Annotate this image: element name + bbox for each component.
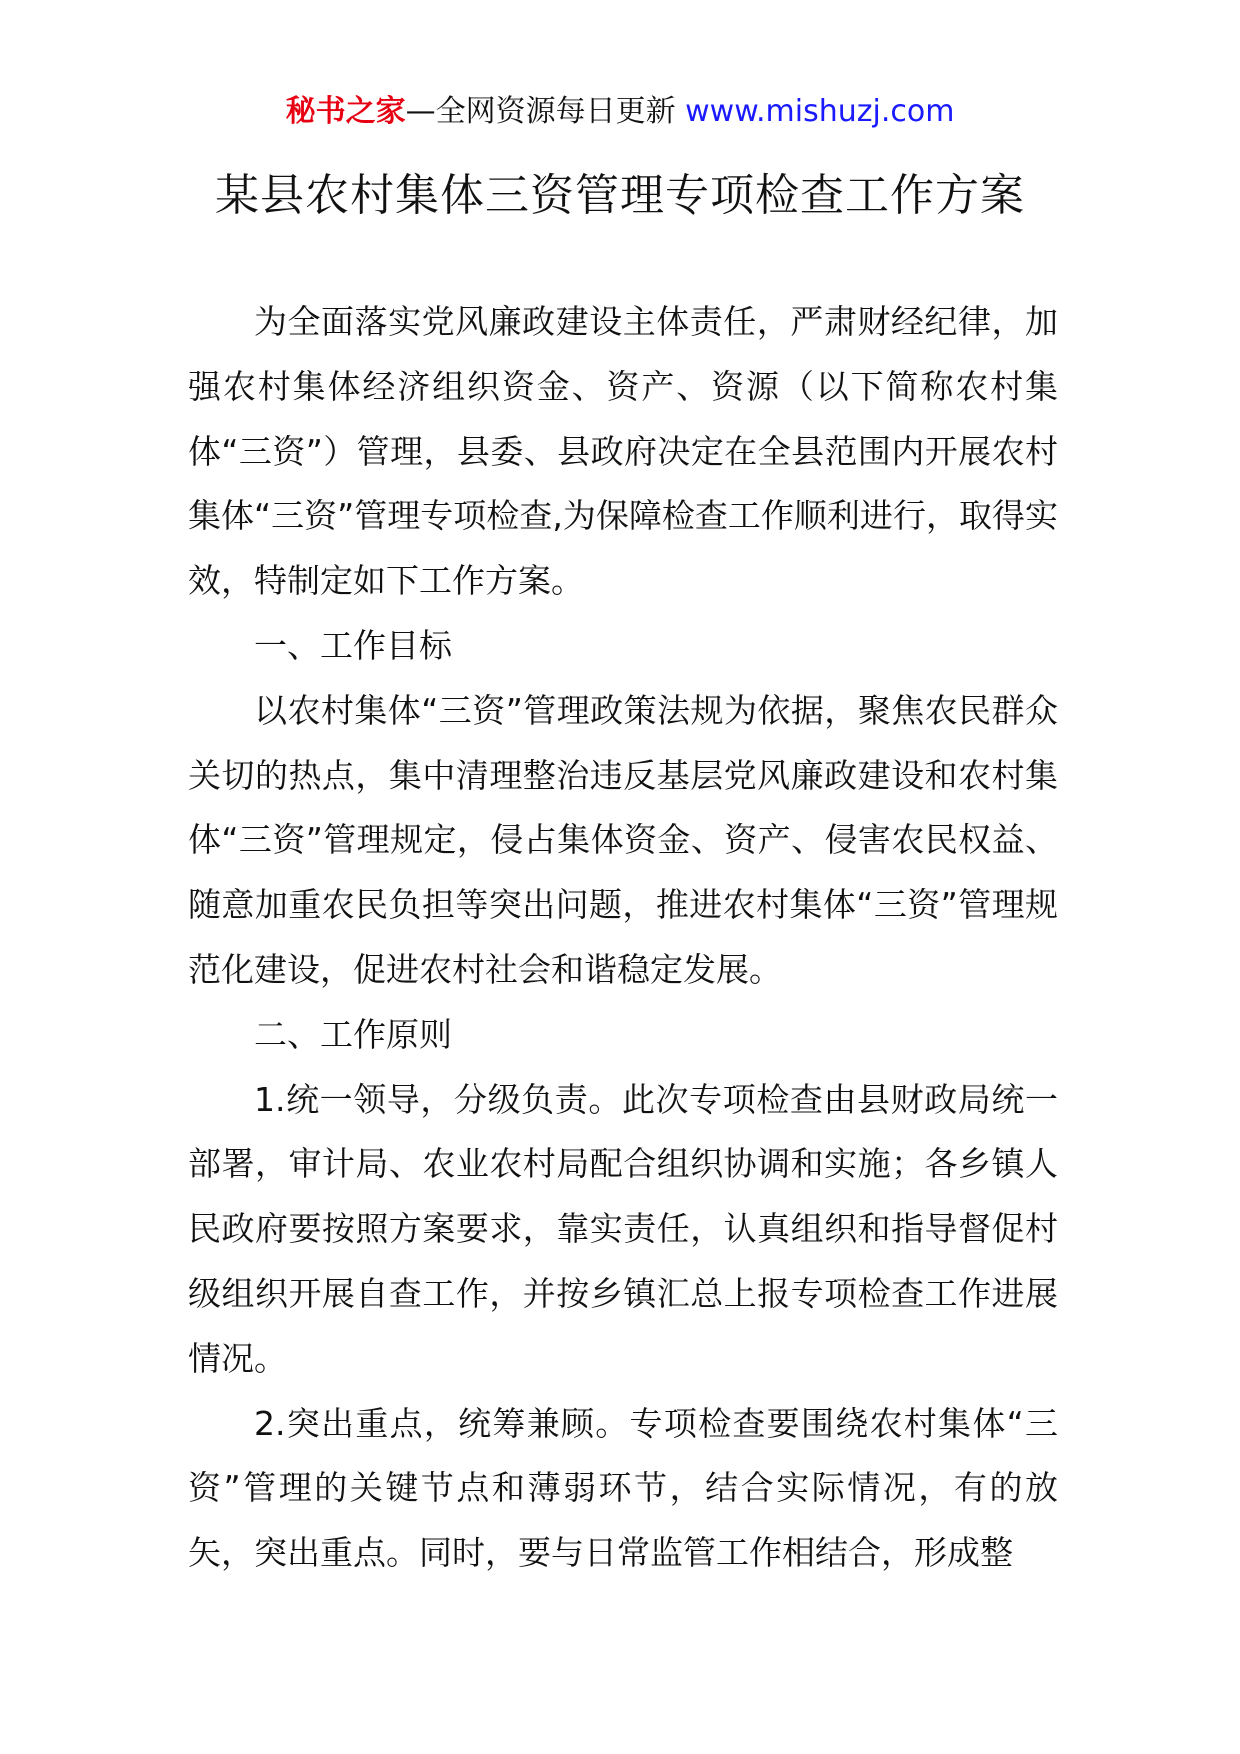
principle-1-paragraph: 1.统一领导，分级负责。此次专项检查由县财政局统一部署，审计局、农业农村局配合组织协调和实施；各乡镇人民政府要按照方案要求，靠实责任，认真组织和指导督促村级组织开展自查工作，并按乡镇汇总上报专项检查工作进展情况。: [188, 1079, 1058, 1378]
site-url-link[interactable]: www.mishuzj.com: [685, 94, 955, 129]
site-header: [0, 92, 1240, 132]
intro-paragraph: 为全面落实党风廉政建设主体责任，严肃财经纪律，加强农村集体经济组织资金、资产、资源（以下简称农村集体“三资”）管理，县委、县政府决定在全县范围内开展农村集体“三资”管理专项检查,为保障检查工作顺利进行，取得实效，特制定如下工作方案。: [188, 302, 1058, 601]
section-heading-principles: 二、工作原则: [254, 1014, 452, 1054]
principle-2-paragraph: 2.突出重点，统筹兼顾。专项检查要围绕农村集体“三资”管理的关键节点和薄弱环节，结合实际情况，有的放矢，突出重点。同时，要与日常监管工作相结合，形成整: [188, 1403, 1058, 1573]
site-tagline: —全网资源每日更新: [405, 94, 686, 129]
document-title: 某县农村集体三资管理专项检查工作方案: [215, 170, 1025, 221]
goals-paragraph: 以农村集体“三资”管理政策法规为依据，聚焦农民群众关切的热点，集中清理整治违反基层党风廉政建设和农村集体“三资”管理规定，侵占集体资金、资产、侵害农民权益、随意加重农民负担等突出问题，推进农村集体“三资”管理规范化建设，促进农村社会和谐稳定发展。: [188, 690, 1058, 989]
site-brand: 秘书之家: [285, 94, 406, 129]
document-body: [188, 290, 1058, 1586]
section-heading-goals: 一、工作目标: [254, 625, 452, 665]
